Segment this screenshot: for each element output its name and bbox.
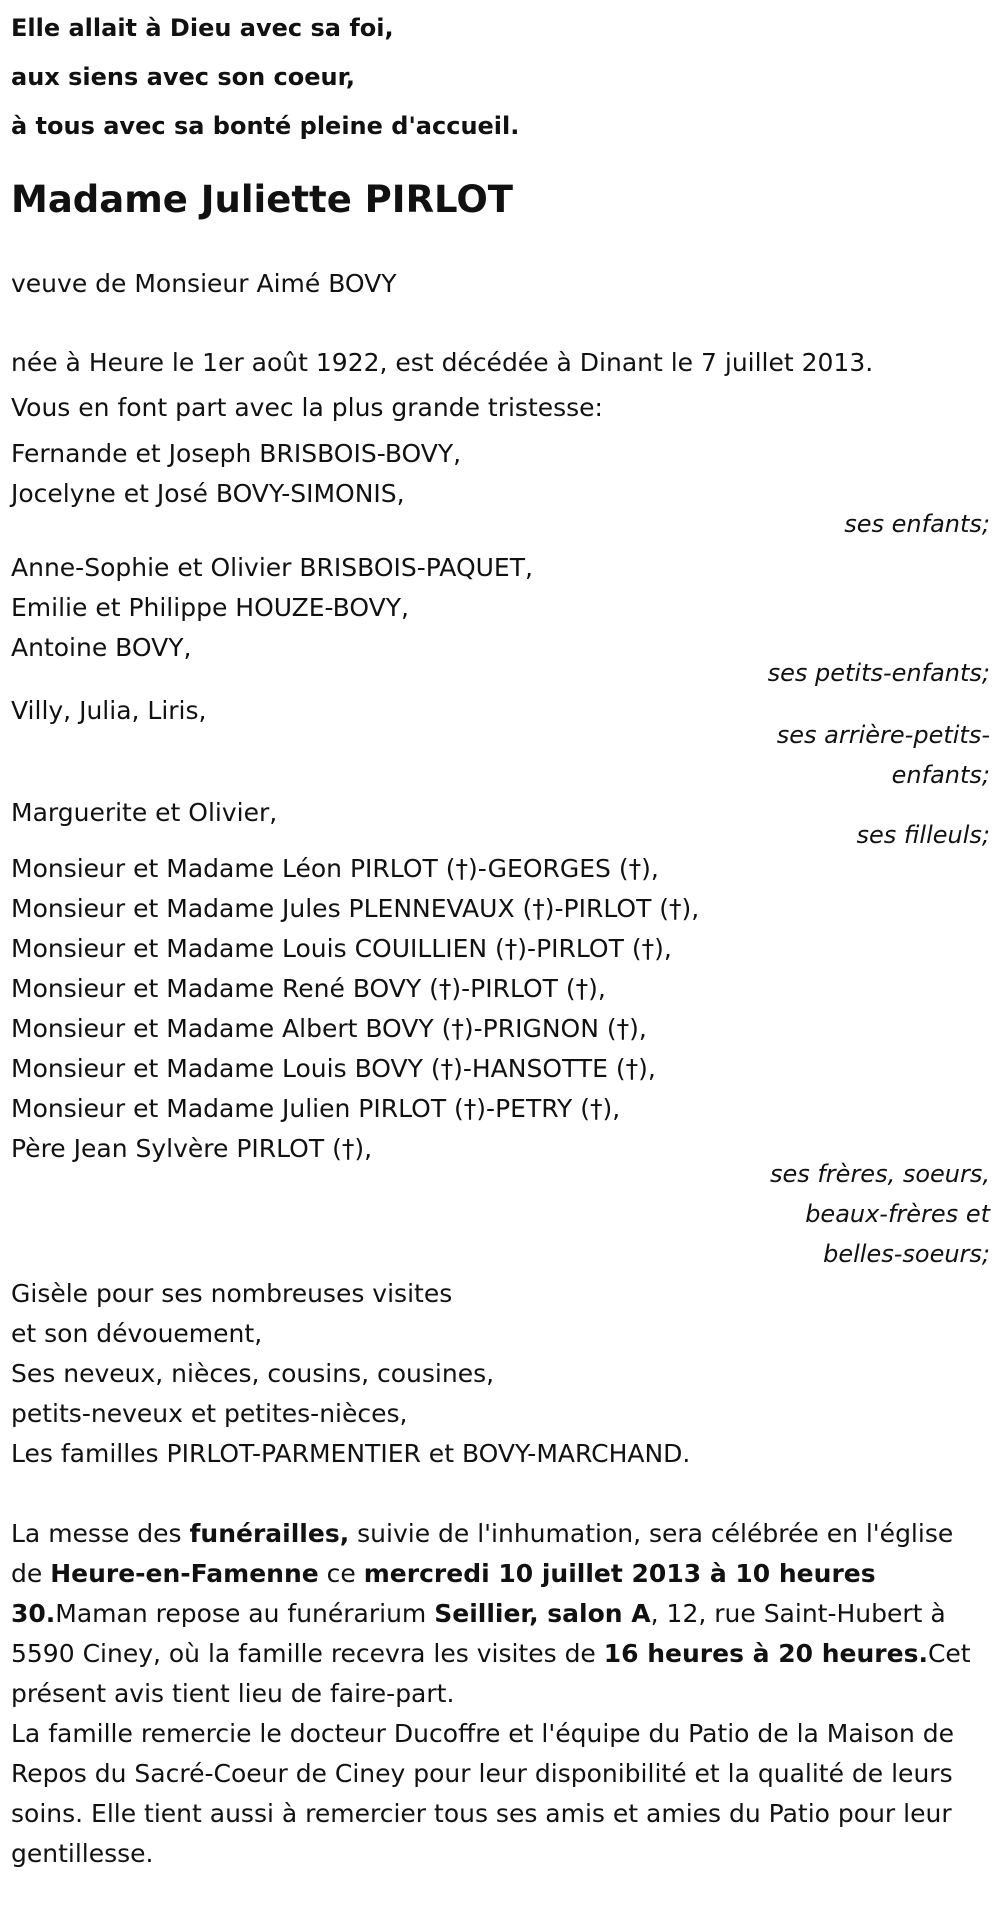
relation-block	[11, 1154, 996, 1274]
relation-label: belles-soeurs;	[823, 1240, 990, 1268]
relation-label: beaux-frères et	[805, 1200, 990, 1228]
relation-label: ses petits-enfants;	[767, 659, 990, 687]
funeral-text: suivie de l'inhumation, sera célébrée en l'église de	[11, 1519, 954, 1588]
family-name-line: Monsieur et Madame René BOVY (†)-PIRLOT (†),	[11, 974, 606, 1003]
funeral-text: Cet présent avis tient lieu de faire-part.	[11, 1639, 971, 1708]
thanks-line: Les familles PIRLOT-PARMENTIER et BOVY-MARCHAND.	[11, 1439, 691, 1468]
family-group-children	[11, 434, 996, 544]
additional-family	[11, 1274, 996, 1474]
family-name-line: Monsieur et Madame Julien PIRLOT (†)-PETRY (†),	[11, 1094, 621, 1123]
family-name-line: Monsieur et Madame Albert BOVY (†)-PRIGNON (†),	[11, 1014, 647, 1043]
family-name-line: Anne-Sophie et Olivier BRISBOIS-PAQUET,	[11, 553, 533, 582]
verse-line: à tous avec sa bonté pleine d'accueil.	[11, 112, 520, 140]
family-name-line: Monsieur et Madame Louis COUILLIEN (†)-PIRLOT (†),	[11, 934, 672, 963]
widow-line: veuve de Monsieur Aimé BOVY	[11, 269, 397, 298]
funeral-text: , 12, rue Saint-Hubert à 5590 Ciney, où la famille recevra les visites de	[11, 1599, 946, 1668]
family-name-line: Père Jean Sylvère PIRLOT (†),	[11, 1134, 373, 1163]
thanks-line: Gisèle pour ses nombreuses visites	[11, 1279, 453, 1308]
family-group-godchildren	[11, 793, 996, 855]
family-name-line: Jocelyne et José BOVY-SIMONIS,	[11, 479, 405, 508]
funeral-details	[11, 1514, 991, 1874]
relation-label: ses arrière-petits-	[776, 721, 990, 749]
family-name-line: Villy, Julia, Liris,	[11, 696, 207, 725]
family-name-line: Monsieur et Madame Louis BOVY (†)-HANSOTTE (†),	[11, 1054, 656, 1083]
relation-label: ses filleuls;	[856, 821, 990, 849]
thanks-line: et son dévouement,	[11, 1319, 263, 1348]
family-name-line: Fernande et Joseph BRISBOIS-BOVY,	[11, 439, 462, 468]
funeral-date-time: mercredi 10 juillet 2013 à 10 heures 30.	[11, 1559, 876, 1628]
family-group-great-grandchildren	[11, 691, 996, 795]
family-name-line: Monsieur et Madame Léon PIRLOT (†)-GEORGES (†),	[11, 854, 659, 883]
family-group-siblings	[11, 849, 996, 1274]
funerarium-name: Seillier, salon A	[434, 1599, 651, 1628]
relation-label: ses frères, soeurs,	[769, 1160, 990, 1188]
funeral-bold: funérailles,	[189, 1519, 350, 1548]
funeral-text: ce	[318, 1559, 364, 1588]
verse-line: aux siens avec son coeur,	[11, 63, 356, 91]
relation-label: ses enfants;	[844, 510, 990, 538]
funeral-text: Maman repose au funérarium	[55, 1599, 435, 1628]
verse-line: Elle allait à Dieu avec sa foi,	[11, 14, 394, 42]
announce-line: Vous en font part avec la plus grande tristesse:	[11, 393, 603, 422]
church-location: Heure-en-Famenne	[50, 1559, 319, 1588]
funeral-text: La messe des	[11, 1519, 190, 1548]
funeral-paragraph	[11, 1514, 991, 1714]
family-name-line: Monsieur et Madame Jules PLENNEVAUX (†)-PIRLOT (†),	[11, 894, 700, 923]
family-name-line: Antoine BOVY,	[11, 633, 192, 662]
family-name-line: Emilie et Philippe HOUZE-BOVY,	[11, 593, 409, 622]
birth-death-line: née à Heure le 1er août 1922, est décédée à Dinant le 7 juillet 2013.	[11, 348, 874, 377]
thanks-line: Ses neveux, nièces, cousins, cousines,	[11, 1359, 495, 1388]
opening-verse	[11, 0, 996, 151]
thanks-line: petits-neveux et petites-nièces,	[11, 1399, 408, 1428]
family-group-grandchildren	[11, 548, 996, 693]
closing-thanks: La famille remercie le docteur Ducoffre et l'équipe du Patio de la Maison de Repos du Sacré-Coeur de Ciney pour leur disponibilité et la qualité de leurs soins. Elle tient aussi à remercier tous ses amis et amies du Patio pour leur gentillesse.	[11, 1719, 954, 1868]
deceased-name: Madame Juliette PIRLOT	[11, 178, 514, 221]
family-name-line: Marguerite et Olivier,	[11, 798, 278, 827]
visiting-hours: 16 heures à 20 heures.	[603, 1639, 928, 1668]
relation-label: enfants;	[891, 761, 990, 789]
